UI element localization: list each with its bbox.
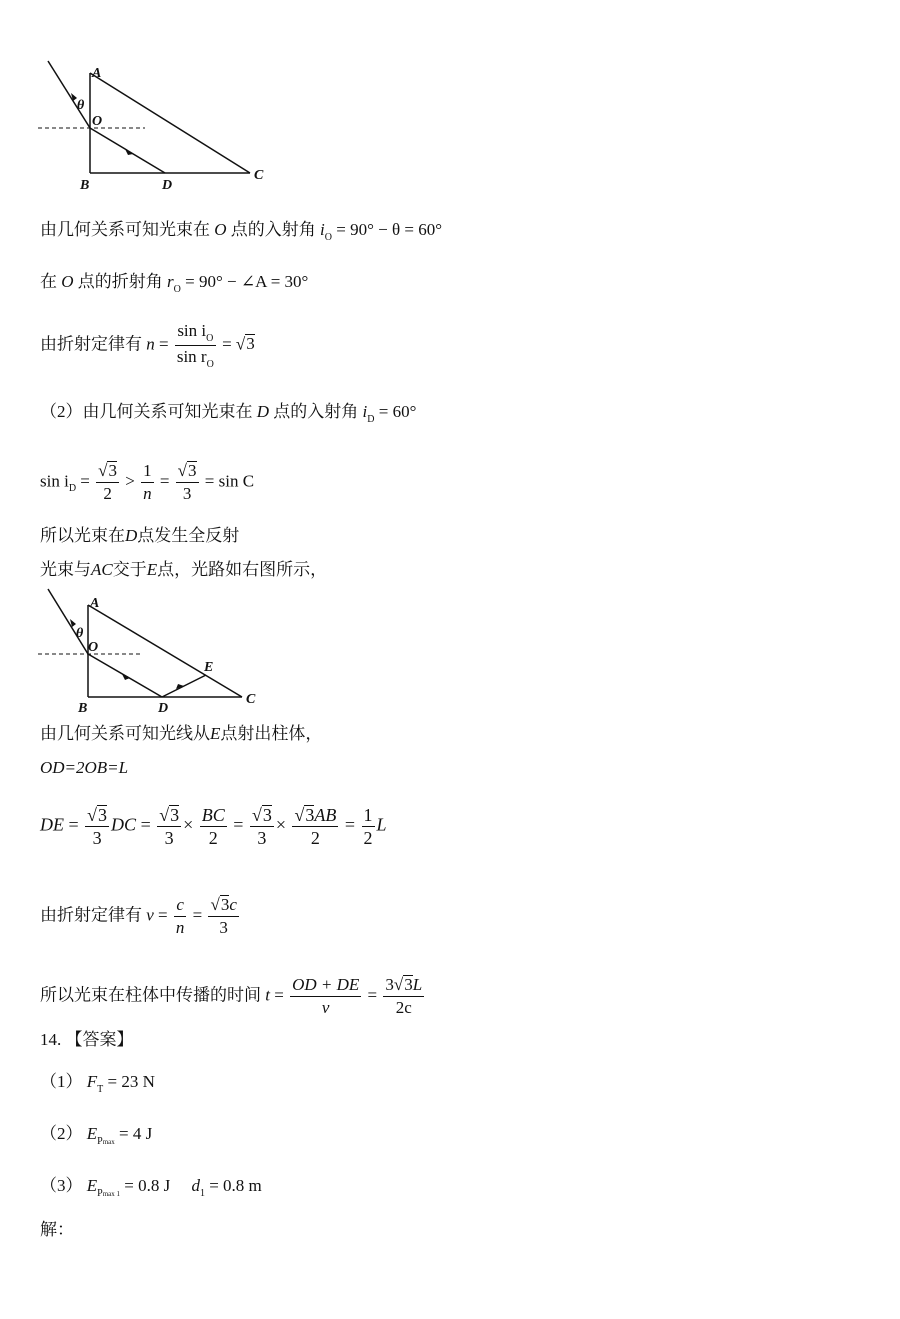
label-O2: O bbox=[88, 640, 99, 655]
label-A: A bbox=[92, 66, 102, 81]
line-2: 在 O 点的折射角 $r_O = 90^\circ$ − ∠A = 30° bbox=[40, 272, 309, 295]
label-C2: C bbox=[246, 692, 256, 707]
label-D2: D bbox=[158, 701, 169, 715]
answer-heading: 14. 【答案】 bbox=[40, 1030, 134, 1049]
line-8: 由几何关系可知光线从E点射出柱体， bbox=[40, 724, 323, 743]
answer-2: （2） $E_{Pmax} = 4$ J bbox=[40, 1124, 153, 1147]
label-O: O bbox=[92, 114, 103, 129]
answer-1: （1） $F_T = 23$ N bbox=[40, 1072, 155, 1095]
line-10: DE = $\frac{√3}{3}$ DC = $\frac{√3}{3}$ × $\frac{BC}{2}$ = $\frac{√3}{3}$ × $\frac{√3AB}{2}$ = $\frac{1}{2}$ L bbox=[40, 805, 387, 848]
label-theta: θ bbox=[77, 98, 85, 113]
line-5: $\sin i_D$ = $\frac{√3}{2}$ > $\frac{1}{n}$ = $\frac{√3}{3}$ = sin C bbox=[40, 461, 255, 503]
label-D: D bbox=[162, 178, 173, 193]
answer-3: （3） $E_{Pmax 1} = 0.8$ J $d_1 = 0.8$ m bbox=[40, 1176, 262, 1199]
line-6: 所以光束在D点发生全反射 bbox=[40, 526, 240, 545]
label-A2: A bbox=[90, 596, 100, 611]
label-B: B bbox=[80, 178, 90, 193]
line-9: OD=2OB=L bbox=[40, 758, 129, 777]
figure-prism-1 bbox=[30, 55, 290, 200]
line-1: 由几何关系可知光束在 O 点的入射角 $i_O = 90^\circ - \theta = 60^\circ$ bbox=[40, 220, 443, 243]
solution-label: 解： bbox=[40, 1220, 74, 1239]
line-11: 由折射定律有 v = $\frac{c}{n}$ = $\frac{√3c}{3}$ bbox=[40, 895, 237, 937]
label-theta2: θ bbox=[76, 626, 84, 641]
line-4: （2）由几何关系可知光束在 D 点的入射角 $i_D = 60^\circ$ bbox=[40, 402, 417, 425]
figure-prism-2 bbox=[30, 585, 290, 715]
label-C: C bbox=[254, 168, 264, 183]
label-B2: B bbox=[78, 701, 88, 715]
line-7: 光束与AC交于E点，光路如右图所示， bbox=[40, 560, 328, 579]
label-E2: E bbox=[204, 660, 214, 675]
line-3: 由折射定律有 n = $\frac{\sin i_O}{\sin r_O}$ = √3 bbox=[40, 321, 255, 370]
line-12: 所以光束在柱体中传播的时间 t = $\frac{OD + DE}{v}$ = $\frac{3√3L}{2c}$ bbox=[40, 975, 423, 1017]
